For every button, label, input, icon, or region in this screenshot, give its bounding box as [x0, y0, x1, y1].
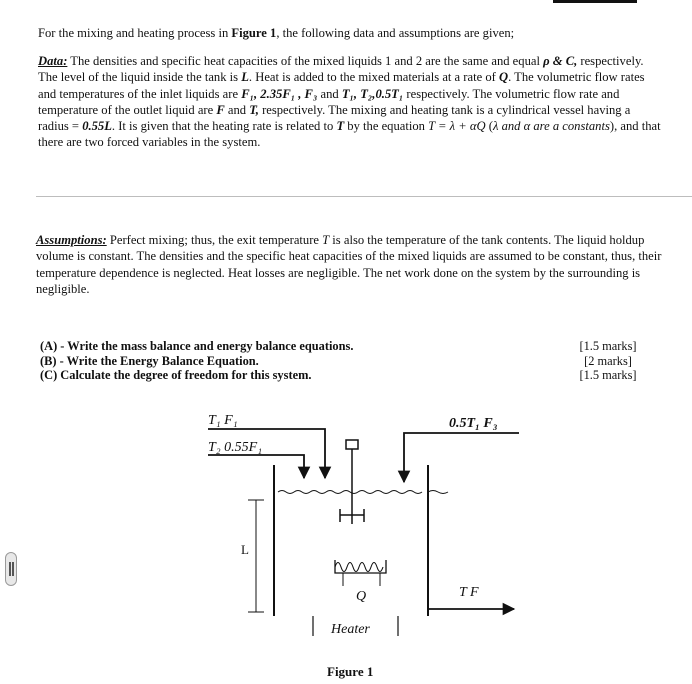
heater-leads: [343, 573, 380, 586]
inlet2-label: T₂ 0.55F₁: [208, 440, 263, 455]
level-indicator: [248, 500, 264, 612]
level-label: L: [241, 542, 249, 557]
figure-caption: Figure 1: [327, 664, 374, 679]
marks-a: [1.5 marks]: [579, 339, 637, 353]
marks-c: [1.5 marks]: [579, 368, 637, 383]
inlet1-label: T₁ F₁: [208, 413, 238, 428]
data-label: Data:: [38, 54, 68, 68]
inlet-pipe-3: [404, 433, 519, 482]
assumptions-label: Assumptions:: [36, 233, 107, 247]
inlet-pipe-2: [208, 455, 304, 478]
inlet3-label: 0.5T₁ F₃: [449, 416, 498, 431]
coil-loops: [335, 563, 383, 572]
assumptions-paragraph: Assumptions: Perfect mixing; thus, the exit temperature T is also the temperature of the tank contents. The liquid holdup volume is constant. The densities and the specific heat capacities of the mixed liquids are assumed to be constant, thus, their temperature dependence is neglected. Heat losses are negligible. The net work done on the system by the surrounding is negligible.: [36, 233, 662, 296]
intro-paragraph: For the mixing and heating process in Figure 1, the following data and assumptions are given;: [38, 26, 515, 40]
heat-label: Q: [356, 589, 367, 604]
data-paragraph: Data: The densities and specific heat capacities of the mixed liquids 1 and 2 are the same and equal ρ & C, respectively. The level of the liquid inside the tank is L. Heat is added to the mixed materials at a rate of Q. The volumetric flow rates and temperatures of the inlet liquids are F₁, 2.35F₁ , F₃ and T₁, T₂,0.5T₁ respectively. The volumetric flow rate and temperature of the outlet liquid are F and T, respectively. The mixing and heating tank is a cylindrical vessel having a radius = 0.55L. It is given that the heating rate is related to T by the equation T = λ + αQ (λ and α are a constants), and that there are two forced variables in the system.: [38, 54, 661, 150]
outlet-label: T F: [459, 585, 479, 600]
heater-label: Heater: [331, 622, 370, 637]
question-b: (B) - Write the Energy Balance Equation.: [40, 353, 259, 368]
mixer-motor: [346, 440, 358, 449]
question-a: (A) - Write the mass balance and energy balance equations.: [40, 339, 354, 353]
liquid-surface: [278, 491, 448, 494]
marks-b: [2 marks]: [584, 353, 632, 368]
question-c: (C) Calculate the degree of freedom for this system.: [40, 368, 312, 383]
